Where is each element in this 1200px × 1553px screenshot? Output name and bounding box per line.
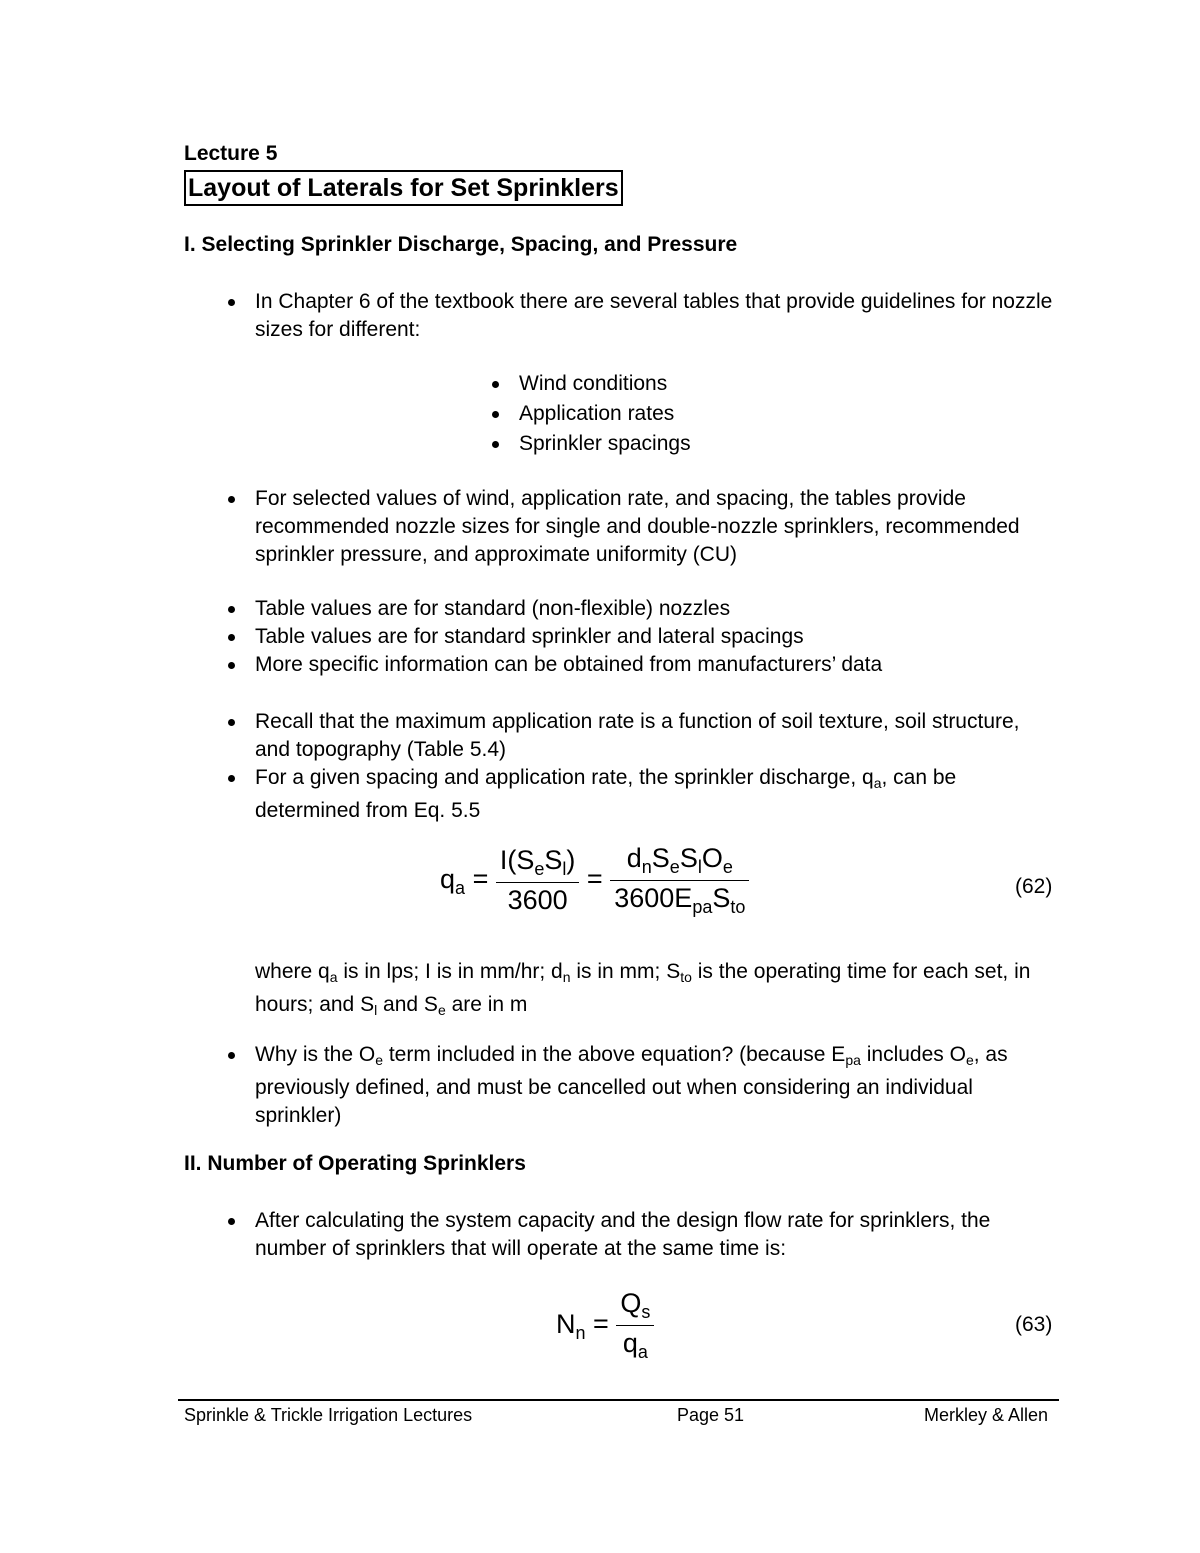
bullet-icon — [228, 606, 235, 613]
sub-bullet-list — [519, 370, 919, 458]
eq-numerator: $d_nS_eS_lO_e$ — [610, 843, 749, 881]
eq-fraction-1 — [496, 845, 580, 916]
bullet-text: In Chapter 6 of the textbook there are several tables that provide guidelines for nozzle sizes for different: — [255, 290, 1053, 341]
equation-63 — [556, 1288, 654, 1363]
equation-number-62: (62) — [1015, 875, 1053, 898]
eq-equals: = — [593, 1308, 609, 1339]
eq-equals: = — [472, 863, 489, 894]
subscript-text: a — [873, 775, 882, 791]
bullet-block-selected-values — [255, 485, 1060, 569]
bullet-item — [255, 1207, 1060, 1263]
eq-denominator: $3600E_{pa}S_{to}$ — [614, 883, 746, 917]
eq-numerator: $Q_s$ — [616, 1288, 654, 1326]
eq-lhs: $N_n$ — [556, 1308, 586, 1343]
bullet-block-why — [255, 1041, 1060, 1130]
bullet-text-prefix: For a given spacing and application rate, the sprinkler discharge, q — [255, 766, 874, 789]
eq-fraction — [616, 1288, 654, 1363]
bullet-item — [255, 764, 1060, 825]
bullet-item — [255, 485, 1060, 569]
bullet-text: After calculating the system capacity and the design flow rate for sprinklers, the number of sprinklers that will operate at the same time is: — [255, 1209, 991, 1260]
equation-number-63: (63) — [1015, 1313, 1053, 1336]
eq-fraction-2 — [610, 843, 749, 918]
bullet-text: Why is the Oe term included in the above equation? (because Epa includes Oe, as previously defined, and must be cancelled out when considering an individual sprinkler) — [255, 1043, 1008, 1127]
sub-bullet-item — [519, 430, 919, 458]
sub-bullet-item — [519, 400, 919, 428]
bullet-item — [255, 288, 1055, 344]
bullet-list — [255, 485, 1060, 569]
bullet-block-table-values — [255, 595, 1060, 679]
bullet-list — [255, 288, 1055, 344]
bullet-item — [255, 651, 1060, 679]
eq-denominator: $q_a$ — [622, 1328, 648, 1362]
bullet-icon — [228, 299, 235, 306]
bullet-icon — [228, 719, 235, 726]
bullet-text: Table values are for standard sprinkler and lateral spacings — [255, 625, 804, 648]
bullet-icon — [228, 496, 235, 503]
section-heading-1: I. Selecting Sprinkler Discharge, Spacing, and Pressure — [184, 233, 738, 256]
bullet-list — [255, 1041, 1060, 1130]
bullet-icon — [492, 441, 499, 448]
sub-bullet-text: Sprinkler spacings — [519, 432, 691, 455]
bullet-block-recall — [255, 708, 1060, 825]
lecture-label: Lecture 5 — [184, 142, 278, 165]
bullet-text: Table values are for standard (non-flexible) nozzles — [255, 597, 731, 620]
bullet-icon — [492, 411, 499, 418]
bullet-item — [255, 595, 1060, 623]
sub-bullet-block — [519, 370, 919, 458]
equation-62 — [440, 843, 749, 918]
where-text: where qa is in lps; I is in mm/hr; dn is in mm; Sto is the operating time for each set, in hours; and Sl and Se are in m — [255, 960, 1031, 1018]
sub-bullet-text: Wind conditions — [519, 372, 668, 395]
bullet-icon — [228, 634, 235, 641]
footer-left: Sprinkle & Trickle Irrigation Lectures — [184, 1405, 473, 1425]
bullet-list — [255, 1207, 1060, 1263]
bullet-item — [255, 623, 1060, 651]
bullet-block-after — [255, 1207, 1060, 1263]
section-heading-2: II. Number of Operating Sprinklers — [184, 1152, 526, 1175]
footer-page-number: Page 51 — [677, 1405, 745, 1425]
eq-lhs: $q_a$ — [440, 863, 466, 898]
bullet-item — [255, 1041, 1060, 1130]
bullet-block-chapter-6 — [255, 288, 1055, 344]
bullet-item — [255, 708, 1060, 764]
footer-divider — [178, 1399, 1059, 1401]
bullet-text: Recall that the maximum application rate is a function of soil texture, soil structure, and topography (Table 5.4) — [255, 710, 1020, 761]
bullet-text-suffix: , can be determined from Eq. 5.5 — [255, 766, 957, 822]
eq-equals: = — [586, 863, 603, 894]
bullet-icon — [492, 381, 499, 388]
bullet-text: More specific information can be obtained from manufacturers’ data — [255, 653, 883, 676]
footer-right: Merkley & Allen — [924, 1405, 1049, 1425]
bullet-icon — [228, 662, 235, 669]
bullet-icon — [228, 775, 235, 782]
bullet-icon — [228, 1052, 235, 1059]
bullet-text: For selected values of wind, application rate, and spacing, the tables provide recommended nozzle sizes for single and double-nozzle sprinklers, recommended sprinkler pressure, and approximate uniformity (CU) — [255, 487, 1020, 566]
bullet-icon — [228, 1218, 235, 1225]
bullet-list — [255, 708, 1060, 825]
sub-bullet-item — [519, 370, 919, 398]
eq-denominator: 3600 — [507, 885, 568, 915]
sub-bullet-text: Application rates — [519, 402, 675, 425]
page-title: Layout of Laterals for Set Sprinklers — [184, 170, 623, 206]
bullet-list — [255, 595, 1060, 679]
eq-numerator: $I(S_eS_l)$ — [496, 845, 580, 883]
